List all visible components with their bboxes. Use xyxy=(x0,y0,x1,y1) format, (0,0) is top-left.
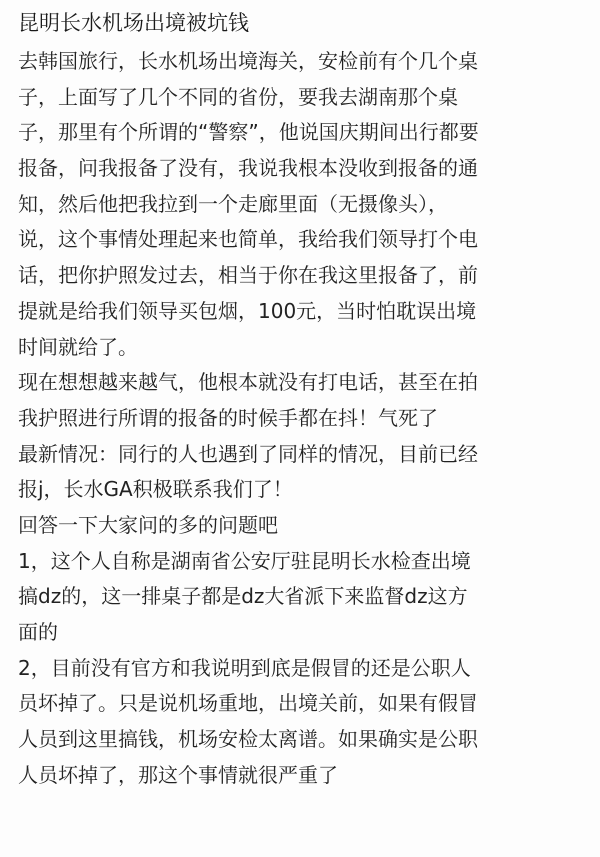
post-line: 最新情况：同行的人也遇到了同样的情况，目前已经 xyxy=(18,441,478,466)
post-line: 提就是给我们领导买包烟，100元，当时怕耽误出境 xyxy=(18,298,477,323)
post-line: 报j，长水GA积极联系我们了！ xyxy=(18,477,293,502)
post-line: 知，然后他把我拉到一个走廊里面（无摄像头）， xyxy=(18,191,448,216)
post-line: 话，把你护照发过去，相当于你在我这里报备了，前 xyxy=(18,263,478,288)
post-line: 2，目前没有官方和我说明到底是假冒的还是公职人 xyxy=(18,655,471,680)
post-body xyxy=(18,44,594,793)
post-line: 人员坏掉了，那这个事情就很严重了 xyxy=(18,762,338,787)
post-line: 回答一下大家问的多的问题吧 xyxy=(18,512,278,537)
post-line: 时间就给了。 xyxy=(18,334,138,359)
post-line: 员坏掉了。只是说机场重地，出境关前，如果有假冒 xyxy=(18,691,478,716)
post-line: 报备，问我报备了没有，我说我根本没收到报备的通 xyxy=(18,156,478,181)
post-line: 我护照进行所谓的报备的时候手都在抖！气死了 xyxy=(18,405,438,430)
post-line: 说，这个事情处理起来也简单，我给我们领导打个电 xyxy=(18,227,478,252)
post-line: 子，那里有个所谓的“警察”，他说国庆期间出行都要 xyxy=(18,120,479,145)
post-line: 面的 xyxy=(18,620,58,644)
post-line: 搞dz的，这一排桌子都是dz大省派下来监督dz这方 xyxy=(18,584,468,609)
post-line: 去韩国旅行，长水机场出境海关，安检前有个几个桌 xyxy=(18,49,478,73)
post-line: 现在想想越来越气，他根本就没有打电话，甚至在拍 xyxy=(18,370,478,395)
post-line: 1，这个人自称是湖南省公安厅驻昆明长水检查出境 xyxy=(18,548,471,573)
post-title: 昆明长水机场出境被坑钱 xyxy=(18,11,249,35)
post-line: 人员到这里搞钱，机场安检太离谱。如果确实是公职 xyxy=(18,727,478,752)
post-line: 子，上面写了几个不同的省份，要我去湖南那个桌 xyxy=(18,84,458,109)
